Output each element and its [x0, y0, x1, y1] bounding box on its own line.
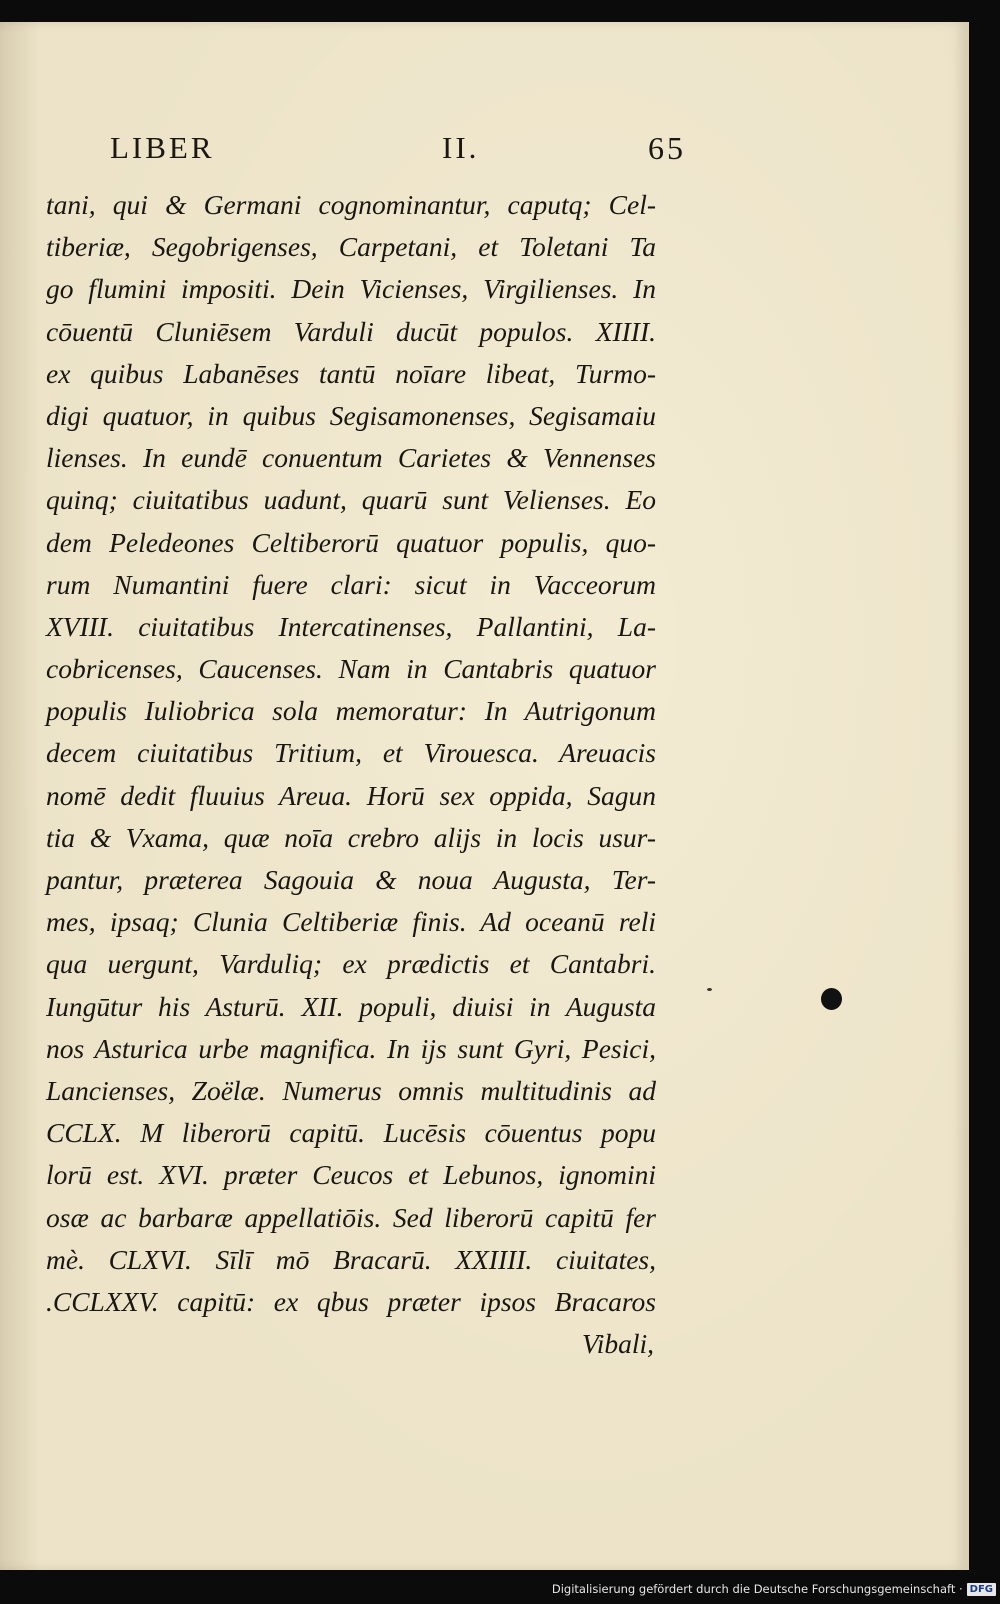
text-line: lienses. In eundē conuentum Carietes & Vennenses	[46, 442, 656, 474]
folio-number: 65	[648, 130, 686, 166]
credit-text: Digitalisierung gefördert durch die Deutsche Forschungsgemeinschaft ·	[551, 1582, 963, 1596]
text-line: quinq; ciuitatibus uadunt, quarū sunt Velienses. Eo	[46, 484, 656, 516]
text-line: Iungūtur his Asturū. XII. populi, diuisi in Augusta	[46, 990, 656, 1022]
running-head-title: LIBER	[110, 130, 215, 165]
text-line: pantur, præterea Sagouia & noua Augusta, Ter-	[46, 864, 656, 895]
text-line: XVIII. ciuitatibus Intercatinenses, Pallantini, La-	[46, 610, 656, 642]
text-line: ex quibus Labanēses tantū noīare libeat, Turmo-	[46, 357, 656, 389]
text-line: tani, qui & Germani cognominantur, caputq; Cel-	[46, 189, 656, 220]
text-line: qua uergunt, Varduliq; ex prædictis et Cantabri.	[46, 948, 656, 980]
text-line: cobricenses, Caucenses. Nam in Cantabris quatuor	[46, 653, 656, 685]
body-text	[46, 184, 656, 1365]
text-line: decem ciuitatibus Tritium, et Virouesca. Areuacis	[46, 737, 656, 769]
text-line: CCLX. M liberorū capitū. Lucēsis cōuentus popu	[46, 1117, 656, 1149]
text-line: Lancienses, Zoëlæ. Numerus omnis multitudinis ad	[46, 1074, 656, 1106]
ink-blot	[821, 988, 842, 1010]
text-line: dem Peledeones Celtiberorū quatuor populis, quo-	[46, 526, 656, 558]
text-line: go flumini impositi. Dein Vicienses, Virgilienses. In	[46, 273, 656, 305]
text-line: populis Iuliobrica sola memoratur: In Autrigonum	[46, 695, 656, 727]
text-line: tia & Vxama, quæ noīa crebro alijs in locis usur-	[46, 821, 656, 853]
running-head-book-number: II.	[442, 130, 480, 165]
text-line: nomē dedit fluuius Areua. Horū sex oppida, Sagun	[46, 779, 656, 811]
text-line: tiberiæ, Segobrigenses, Carpetani, et Toletani Ta	[46, 231, 656, 263]
dfg-logo-icon: DFG	[967, 1583, 996, 1596]
text-line: osæ ac barbaræ appellatiōis. Sed liberorū capitū fer	[46, 1201, 656, 1233]
catchword: Vibali,	[581, 1328, 654, 1360]
ink-fleck	[707, 988, 712, 991]
book-page	[0, 22, 969, 1570]
text-line: mes, ipsaq; Clunia Celtiberiæ finis. Ad oceanū reli	[46, 906, 656, 938]
text-line: .CCLXXV. capitū: ex qbus præter ipsos Bracaros	[46, 1285, 656, 1317]
running-head	[110, 130, 700, 170]
text-line: nos Asturica urbe magnifica. In ijs sunt Gyri, Pesici,	[46, 1032, 656, 1064]
text-line: mè. CLXVI. Sīlī mō Bracarū. XXIIII. ciuitates,	[46, 1243, 656, 1275]
text-line: digi quatuor, in quibus Segisamonenses, Segisamaiu	[46, 399, 656, 431]
text-line: cōuentū Cluniēsem Varduli ducūt populos. XIIII.	[46, 315, 656, 347]
digitization-credit	[552, 1576, 996, 1602]
text-line: lorū est. XVI. præter Ceucos et Lebunos, ignomini	[46, 1159, 656, 1191]
text-line: rum Numantini fuere clari: sicut in Vacceorum	[46, 568, 656, 600]
